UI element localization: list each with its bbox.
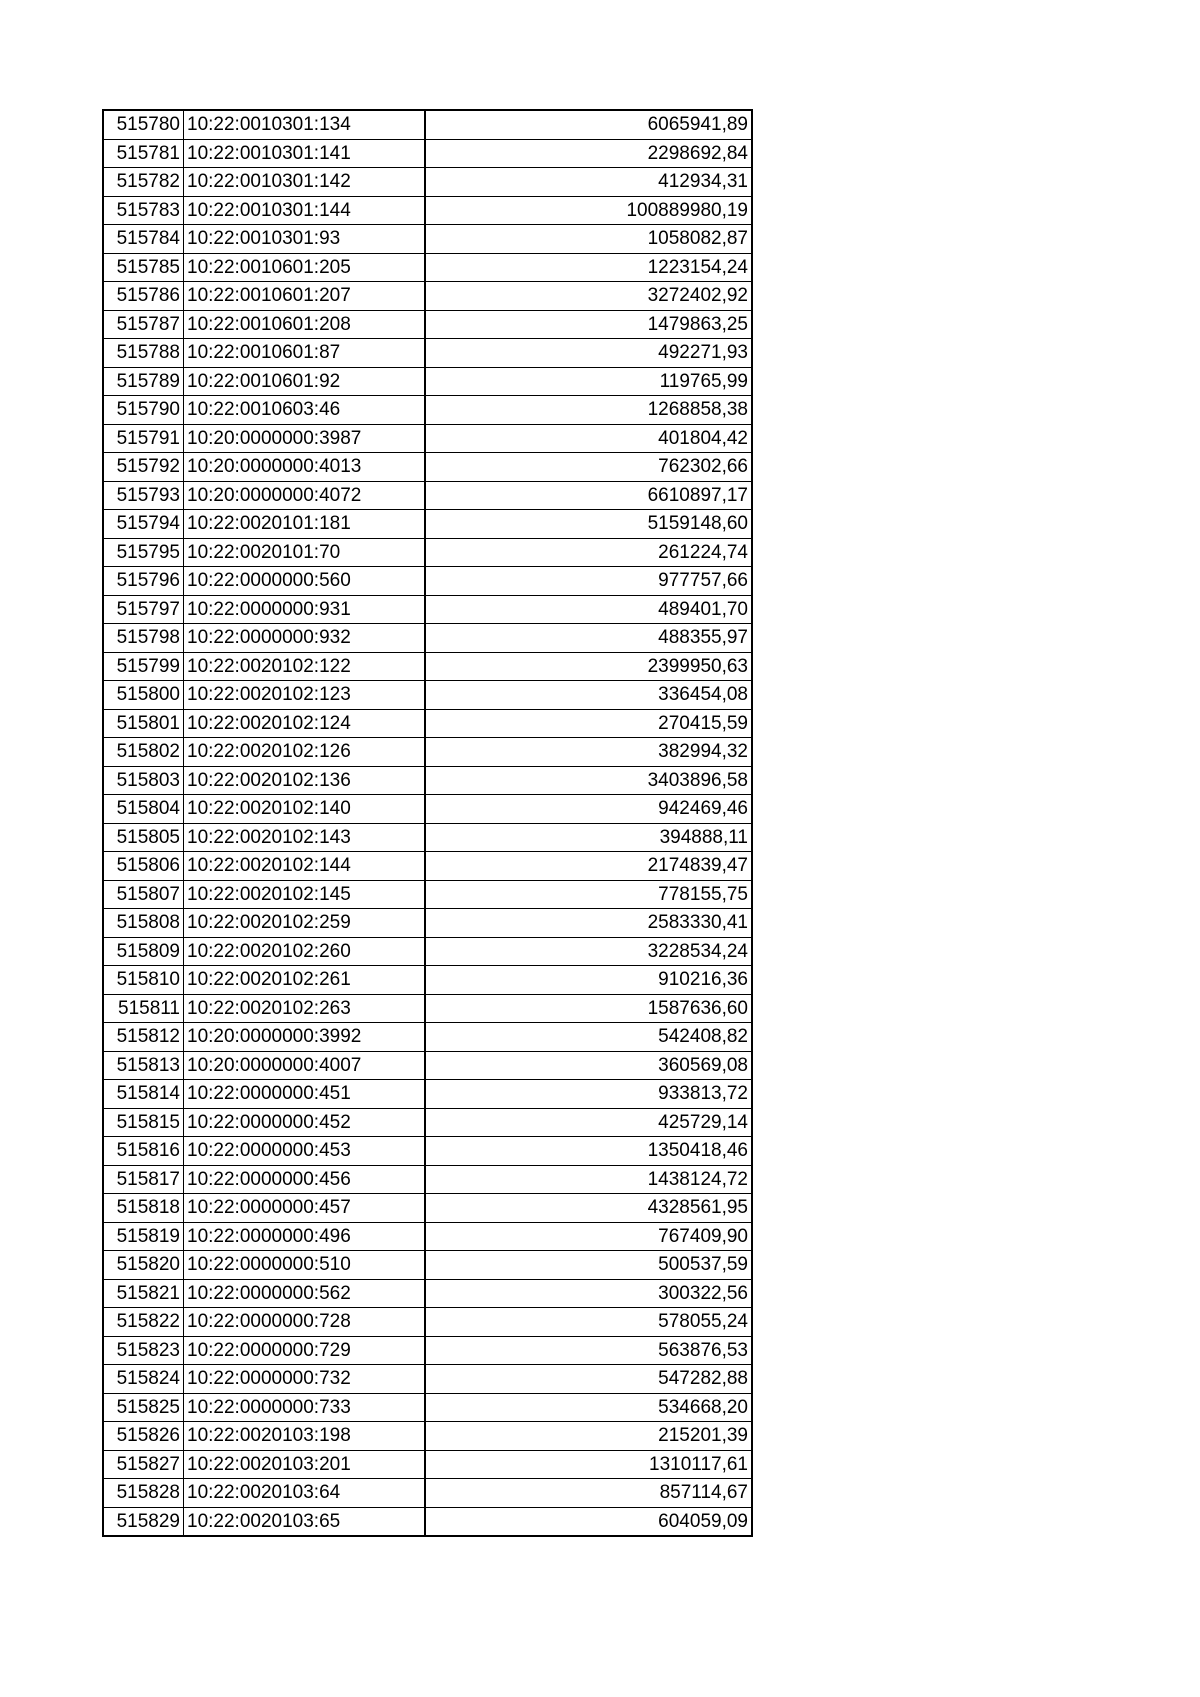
row-id-cell: 515806 <box>103 852 184 881</box>
row-id-cell: 515798 <box>103 624 184 653</box>
table-row <box>103 852 752 881</box>
row-id-cell: 515823 <box>103 1336 184 1365</box>
row-id-cell: 515813 <box>103 1051 184 1080</box>
table-row <box>103 367 752 396</box>
cadastral-value-cell: 6065941,89 <box>425 110 752 139</box>
cadastral-value-cell: 6610897,17 <box>425 481 752 510</box>
cadastral-value-cell: 1223154,24 <box>425 253 752 282</box>
table-row <box>103 709 752 738</box>
cadastral-value-cell: 100889980,19 <box>425 196 752 225</box>
cadastral-number-cell: 10:22:0010301:141 <box>184 139 426 168</box>
row-id-cell: 515785 <box>103 253 184 282</box>
cadastral-value-cell: 604059,09 <box>425 1507 752 1536</box>
cadastral-number-cell: 10:22:0000000:732 <box>184 1365 426 1394</box>
cadastral-value-cell: 1587636,60 <box>425 994 752 1023</box>
cadastral-number-cell: 10:22:0000000:457 <box>184 1194 426 1223</box>
row-id-cell: 515812 <box>103 1023 184 1052</box>
cadastral-value-cell: 425729,14 <box>425 1108 752 1137</box>
row-id-cell: 515804 <box>103 795 184 824</box>
cadastral-number-cell: 10:22:0020102:259 <box>184 909 426 938</box>
table-row <box>103 1108 752 1137</box>
table-row <box>103 795 752 824</box>
cadastral-number-cell: 10:22:0010601:87 <box>184 339 426 368</box>
row-id-cell: 515827 <box>103 1450 184 1479</box>
cadastral-number-cell: 10:22:0020102:140 <box>184 795 426 824</box>
cadastral-number-cell: 10:22:0000000:733 <box>184 1393 426 1422</box>
cadastral-number-cell: 10:22:0020103:65 <box>184 1507 426 1536</box>
table-row <box>103 738 752 767</box>
cadastral-number-cell: 10:22:0020102:143 <box>184 823 426 852</box>
cadastral-number-cell: 10:20:0000000:4013 <box>184 453 426 482</box>
cadastral-value-cell: 500537,59 <box>425 1251 752 1280</box>
row-id-cell: 515794 <box>103 510 184 539</box>
cadastral-number-cell: 10:22:0000000:560 <box>184 567 426 596</box>
cadastral-number-cell: 10:20:0000000:4007 <box>184 1051 426 1080</box>
row-id-cell: 515800 <box>103 681 184 710</box>
cadastral-value-cell: 394888,11 <box>425 823 752 852</box>
row-id-cell: 515826 <box>103 1422 184 1451</box>
row-id-cell: 515816 <box>103 1137 184 1166</box>
row-id-cell: 515807 <box>103 880 184 909</box>
row-id-cell: 515817 <box>103 1165 184 1194</box>
cadastral-number-cell: 10:22:0020103:201 <box>184 1450 426 1479</box>
cadastral-number-cell: 10:22:0000000:510 <box>184 1251 426 1280</box>
cadastral-number-cell: 10:22:0010301:142 <box>184 168 426 197</box>
row-id-cell: 515819 <box>103 1222 184 1251</box>
row-id-cell: 515824 <box>103 1365 184 1394</box>
table-row <box>103 1422 752 1451</box>
row-id-cell: 515808 <box>103 909 184 938</box>
table-row <box>103 1251 752 1280</box>
cadastral-number-cell: 10:22:0020102:122 <box>184 652 426 681</box>
cadastral-value-cell: 492271,93 <box>425 339 752 368</box>
table-row <box>103 1365 752 1394</box>
cadastral-value-cell: 412934,31 <box>425 168 752 197</box>
cadastral-value-cell: 762302,66 <box>425 453 752 482</box>
cadastral-number-cell: 10:22:0000000:456 <box>184 1165 426 1194</box>
table-row <box>103 567 752 596</box>
table-row <box>103 652 752 681</box>
cadastral-number-cell: 10:20:0000000:3987 <box>184 424 426 453</box>
cadastral-value-cell: 1310117,61 <box>425 1450 752 1479</box>
row-id-cell: 515821 <box>103 1279 184 1308</box>
row-id-cell: 515790 <box>103 396 184 425</box>
table-row <box>103 880 752 909</box>
row-id-cell: 515815 <box>103 1108 184 1137</box>
table-row <box>103 481 752 510</box>
cadastral-value-cell: 1350418,46 <box>425 1137 752 1166</box>
row-id-cell: 515829 <box>103 1507 184 1536</box>
cadastral-value-cell: 2583330,41 <box>425 909 752 938</box>
cadastral-value-cell: 778155,75 <box>425 880 752 909</box>
cadastral-value-cell: 534668,20 <box>425 1393 752 1422</box>
table-row <box>103 538 752 567</box>
table-row <box>103 1194 752 1223</box>
table-row <box>103 624 752 653</box>
table-row <box>103 937 752 966</box>
cadastral-value-cell: 360569,08 <box>425 1051 752 1080</box>
table-row <box>103 1023 752 1052</box>
table-row <box>103 1279 752 1308</box>
cadastral-number-cell: 10:22:0020102:136 <box>184 766 426 795</box>
cadastral-value-cell: 401804,42 <box>425 424 752 453</box>
table-row <box>103 1308 752 1337</box>
cadastral-number-cell: 10:22:0000000:931 <box>184 595 426 624</box>
cadastral-number-cell: 10:22:0000000:452 <box>184 1108 426 1137</box>
cadastral-value-cell: 300322,56 <box>425 1279 752 1308</box>
table-row <box>103 909 752 938</box>
cadastral-value-cell: 489401,70 <box>425 595 752 624</box>
cadastral-value-cell: 3403896,58 <box>425 766 752 795</box>
table-row <box>103 196 752 225</box>
cadastral-value-cell: 3272402,92 <box>425 282 752 311</box>
table-row <box>103 1450 752 1479</box>
row-id-cell: 515788 <box>103 339 184 368</box>
row-id-cell: 515781 <box>103 139 184 168</box>
row-id-cell: 515789 <box>103 367 184 396</box>
cadastral-number-cell: 10:22:0010601:92 <box>184 367 426 396</box>
cadastral-value-cell: 5159148,60 <box>425 510 752 539</box>
cadastral-value-cell: 270415,59 <box>425 709 752 738</box>
table-row <box>103 1507 752 1536</box>
cadastral-value-cell: 767409,90 <box>425 1222 752 1251</box>
table-body <box>103 110 752 1536</box>
table-row <box>103 1222 752 1251</box>
row-id-cell: 515814 <box>103 1080 184 1109</box>
row-id-cell: 515791 <box>103 424 184 453</box>
table-row <box>103 1137 752 1166</box>
cadastral-number-cell: 10:22:0000000:729 <box>184 1336 426 1365</box>
table-row <box>103 453 752 482</box>
cadastral-number-cell: 10:22:0000000:496 <box>184 1222 426 1251</box>
row-id-cell: 515822 <box>103 1308 184 1337</box>
cadastral-number-cell: 10:22:0020102:145 <box>184 880 426 909</box>
row-id-cell: 515780 <box>103 110 184 139</box>
cadastral-value-cell: 215201,39 <box>425 1422 752 1451</box>
cadastral-value-cell: 119765,99 <box>425 367 752 396</box>
cadastral-number-cell: 10:22:0000000:453 <box>184 1137 426 1166</box>
cadastral-value-cell: 382994,32 <box>425 738 752 767</box>
table-row <box>103 282 752 311</box>
table-row <box>103 1165 752 1194</box>
row-id-cell: 515818 <box>103 1194 184 1223</box>
table-row <box>103 823 752 852</box>
table-row <box>103 424 752 453</box>
table-row <box>103 1479 752 1508</box>
row-id-cell: 515796 <box>103 567 184 596</box>
cadastral-value-cell: 2298692,84 <box>425 139 752 168</box>
cadastral-value-cell: 910216,36 <box>425 966 752 995</box>
cadastral-value-cell: 1058082,87 <box>425 225 752 254</box>
table-row <box>103 1393 752 1422</box>
cadastral-number-cell: 10:22:0020102:144 <box>184 852 426 881</box>
table-row <box>103 966 752 995</box>
cadastral-number-cell: 10:22:0020102:263 <box>184 994 426 1023</box>
cadastral-number-cell: 10:22:0020102:261 <box>184 966 426 995</box>
row-id-cell: 515801 <box>103 709 184 738</box>
cadastral-number-cell: 10:22:0020103:64 <box>184 1479 426 1508</box>
cadastral-value-cell: 547282,88 <box>425 1365 752 1394</box>
table-row <box>103 396 752 425</box>
cadastral-number-cell: 10:22:0000000:562 <box>184 1279 426 1308</box>
row-id-cell: 515782 <box>103 168 184 197</box>
table-row <box>103 310 752 339</box>
row-id-cell: 515793 <box>103 481 184 510</box>
row-id-cell: 515810 <box>103 966 184 995</box>
row-id-cell: 515786 <box>103 282 184 311</box>
cadastral-value-cell: 933813,72 <box>425 1080 752 1109</box>
cadastral-number-cell: 10:20:0000000:3992 <box>184 1023 426 1052</box>
table-row <box>103 253 752 282</box>
row-id-cell: 515797 <box>103 595 184 624</box>
cadastral-value-cell: 542408,82 <box>425 1023 752 1052</box>
cadastral-number-cell: 10:22:0020103:198 <box>184 1422 426 1451</box>
cadastral-number-cell: 10:22:0010301:93 <box>184 225 426 254</box>
row-id-cell: 515811 <box>103 994 184 1023</box>
table-row <box>103 110 752 139</box>
cadastral-value-cell: 1268858,38 <box>425 396 752 425</box>
row-id-cell: 515820 <box>103 1251 184 1280</box>
cadastral-number-cell: 10:22:0020101:70 <box>184 538 426 567</box>
table-row <box>103 681 752 710</box>
cadastral-value-cell: 977757,66 <box>425 567 752 596</box>
cadastral-number-cell: 10:22:0000000:932 <box>184 624 426 653</box>
cadastral-value-cell: 336454,08 <box>425 681 752 710</box>
table-row <box>103 1336 752 1365</box>
row-id-cell: 515805 <box>103 823 184 852</box>
row-id-cell: 515783 <box>103 196 184 225</box>
row-id-cell: 515828 <box>103 1479 184 1508</box>
table-row <box>103 168 752 197</box>
cadastral-value-cell: 1479863,25 <box>425 310 752 339</box>
cadastral-number-cell: 10:22:0010301:134 <box>184 110 426 139</box>
cadastral-value-cell: 578055,24 <box>425 1308 752 1337</box>
cadastral-number-cell: 10:22:0010301:144 <box>184 196 426 225</box>
table-row <box>103 595 752 624</box>
cadastral-number-cell: 10:22:0020102:124 <box>184 709 426 738</box>
table-row <box>103 339 752 368</box>
cadastral-number-cell: 10:22:0010601:208 <box>184 310 426 339</box>
cadastral-value-cell: 4328561,95 <box>425 1194 752 1223</box>
row-id-cell: 515825 <box>103 1393 184 1422</box>
cadastral-number-cell: 10:22:0010601:205 <box>184 253 426 282</box>
cadastral-value-cell: 2174839,47 <box>425 852 752 881</box>
cadastral-number-cell: 10:22:0000000:451 <box>184 1080 426 1109</box>
cadastral-value-cell: 857114,67 <box>425 1479 752 1508</box>
cadastral-value-cell: 563876,53 <box>425 1336 752 1365</box>
cadastral-value-cell: 261224,74 <box>425 538 752 567</box>
cadastral-number-cell: 10:20:0000000:4072 <box>184 481 426 510</box>
cadastral-number-cell: 10:22:0020102:126 <box>184 738 426 767</box>
cadastral-number-cell: 10:22:0000000:728 <box>184 1308 426 1337</box>
table-row <box>103 766 752 795</box>
row-id-cell: 515803 <box>103 766 184 795</box>
table-row <box>103 1080 752 1109</box>
cadastral-number-cell: 10:22:0010603:46 <box>184 396 426 425</box>
cadastral-value-table <box>102 109 753 1537</box>
row-id-cell: 515795 <box>103 538 184 567</box>
row-id-cell: 515802 <box>103 738 184 767</box>
row-id-cell: 515799 <box>103 652 184 681</box>
table-row <box>103 994 752 1023</box>
table-row <box>103 225 752 254</box>
cadastral-number-cell: 10:22:0020102:260 <box>184 937 426 966</box>
table-row <box>103 1051 752 1080</box>
cadastral-value-cell: 1438124,72 <box>425 1165 752 1194</box>
cadastral-number-cell: 10:22:0020102:123 <box>184 681 426 710</box>
table-row <box>103 139 752 168</box>
cadastral-value-cell: 942469,46 <box>425 795 752 824</box>
row-id-cell: 515809 <box>103 937 184 966</box>
cadastral-value-cell: 488355,97 <box>425 624 752 653</box>
row-id-cell: 515787 <box>103 310 184 339</box>
cadastral-value-cell: 2399950,63 <box>425 652 752 681</box>
cadastral-number-cell: 10:22:0020101:181 <box>184 510 426 539</box>
cadastral-value-cell: 3228534,24 <box>425 937 752 966</box>
table-row <box>103 510 752 539</box>
row-id-cell: 515784 <box>103 225 184 254</box>
row-id-cell: 515792 <box>103 453 184 482</box>
cadastral-number-cell: 10:22:0010601:207 <box>184 282 426 311</box>
